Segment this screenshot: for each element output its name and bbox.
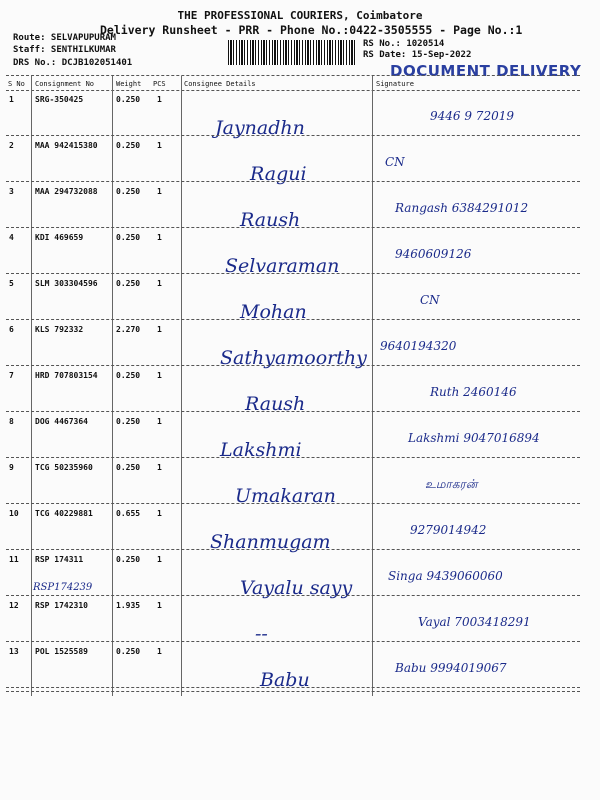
row-weight: 0.655 [116, 509, 141, 518]
row-weight: 1.935 [116, 601, 141, 610]
row-consignee-name: Lakshmi [220, 439, 302, 461]
row-consignee-name: Raush [245, 393, 306, 415]
row-consignment: SLM 303304596 [35, 279, 98, 288]
row-separator [6, 365, 580, 366]
row-pcs: 1 [157, 279, 162, 288]
row-pcs: 1 [157, 371, 162, 380]
row-signature: CN [420, 293, 440, 307]
column-divider [181, 76, 182, 696]
row-pcs: 1 [157, 463, 162, 472]
row-sno: 2 [9, 141, 14, 150]
row-signature: Singa 9439060060 [388, 569, 503, 583]
row-sno: 10 [9, 509, 19, 518]
row-consignment: DOG 4467364 [35, 417, 88, 426]
row-consignment: POL 1525589 [35, 647, 88, 656]
row-pcs: 1 [157, 325, 162, 334]
col-consignee: Consignee Details [184, 80, 256, 88]
row-consignment: KLS 792332 [35, 325, 84, 334]
col-weight: Weight [116, 80, 142, 88]
header-bottom-line [6, 90, 580, 91]
row-sno: 7 [9, 371, 14, 380]
row-consignment: HRD 707803154 [35, 371, 98, 380]
row-sno: 8 [9, 417, 14, 426]
row-sno: 3 [9, 187, 14, 196]
route-label: Route: SELVAPUPURAM [13, 33, 116, 43]
row-pcs: 1 [157, 417, 162, 426]
row-consignment: MAA 942415380 [35, 141, 98, 150]
row-consignee-name: Sathyamoorthy [220, 347, 367, 369]
row-separator [6, 641, 580, 642]
row-signature: Babu 9994019067 [395, 661, 507, 675]
row-weight: 0.250 [116, 141, 141, 150]
row-pcs: 1 [157, 141, 162, 150]
row-pcs: 1 [157, 187, 162, 196]
row-sno: 11 [9, 555, 19, 564]
row-sno: 5 [9, 279, 14, 288]
company-name: THE PROFESSIONAL COURIERS, Coimbatore [177, 9, 423, 22]
rs-number: RS No.: 1020514 [363, 39, 445, 49]
row-consignee-name: Vayalu sayy [240, 577, 353, 599]
row-pcs: 1 [157, 555, 162, 564]
row-weight: 2.270 [116, 325, 141, 334]
row-consignment: RSP 1742310 [35, 601, 88, 610]
row-sno: 13 [9, 647, 19, 656]
row-pcs: 1 [157, 601, 162, 610]
rs-date: RS Date: 15-Sep-2022 [363, 50, 472, 60]
barcode [228, 40, 356, 65]
row-signature: 9640194320 [380, 339, 457, 353]
staff-label: Staff: SENTHILKUMAR [13, 45, 116, 55]
row-weight: 0.250 [116, 187, 141, 196]
row-weight: 0.250 [116, 279, 141, 288]
row-consignment: KDI 469659 [35, 233, 84, 242]
row-separator [6, 273, 580, 274]
row-separator [6, 687, 580, 688]
row-signature: 9446 9 72019 [430, 109, 514, 123]
row-consignment: RSP 174311 [35, 555, 84, 564]
row-pcs: 1 [157, 509, 162, 518]
row-separator [6, 595, 580, 596]
row-signature: 9460609126 [395, 247, 472, 261]
table-top-line [6, 75, 580, 76]
row-consignment: MAA 294732088 [35, 187, 98, 196]
row-consignee-name: Jaynadhn [215, 117, 305, 139]
row-signature: Ruth 2460146 [430, 385, 517, 399]
col-consignment: Consignment No [35, 80, 95, 88]
row-consignee-name: Raush [240, 209, 301, 231]
column-divider [112, 76, 113, 696]
row-signature: Vayal 7003418291 [418, 615, 531, 629]
row-handwritten-note: RSP174239 [33, 582, 93, 593]
row-pcs: 1 [157, 95, 162, 104]
row-signature: CN [385, 155, 405, 169]
row-consignee-name: Babu [260, 669, 310, 691]
row-signature: 9279014942 [410, 523, 487, 537]
row-weight: 0.250 [116, 95, 141, 104]
row-consignee-name: Umakaran [235, 485, 336, 507]
drs-number: DRS No.: DCJB102051401 [13, 58, 133, 68]
row-separator [6, 135, 580, 136]
row-weight: 0.250 [116, 463, 141, 472]
row-separator [6, 319, 580, 320]
row-consignment: TCG 50235960 [35, 463, 93, 472]
row-weight: 0.250 [116, 417, 141, 426]
row-sno: 4 [9, 233, 14, 242]
row-separator [6, 227, 580, 228]
row-signature: Lakshmi 9047016894 [408, 431, 540, 445]
table-bottom-line [6, 691, 580, 692]
row-separator [6, 549, 580, 550]
row-separator [6, 181, 580, 182]
row-separator [6, 411, 580, 412]
row-weight: 0.250 [116, 555, 141, 564]
row-weight: 0.250 [116, 233, 141, 242]
col-signature: Signature [376, 80, 414, 88]
row-consignee-name: Shanmugam [210, 531, 331, 553]
row-consignment: SRG-350425 [35, 95, 84, 104]
row-weight: 0.250 [116, 647, 141, 656]
row-sno: 12 [9, 601, 19, 610]
row-sno: 1 [9, 95, 14, 104]
row-consignee-name: Mohan [240, 301, 307, 323]
runsheet-title: Delivery Runsheet - PRR - Phone No.:0422-3505555 - Page No.:1 [100, 23, 523, 37]
row-signature: உமாகரன் [425, 477, 478, 491]
col-pcs: PCS [153, 80, 166, 88]
column-divider [31, 76, 32, 696]
column-divider [372, 76, 373, 696]
row-weight: 0.250 [116, 371, 141, 380]
row-consignee-name: -- [255, 623, 268, 645]
row-consignee-name: Ragui [250, 163, 307, 185]
row-sno: 6 [9, 325, 14, 334]
row-separator [6, 503, 580, 504]
col-sno: S No [8, 80, 25, 88]
document-delivery-stamp: DOCUMENT DELIVERY [390, 62, 582, 80]
row-sno: 9 [9, 463, 14, 472]
row-pcs: 1 [157, 647, 162, 656]
row-consignee-name: Selvaraman [225, 255, 340, 277]
row-separator [6, 457, 580, 458]
row-signature: Rangash 6384291012 [395, 201, 529, 215]
row-consignment: TCG 40229881 [35, 509, 93, 518]
row-pcs: 1 [157, 233, 162, 242]
